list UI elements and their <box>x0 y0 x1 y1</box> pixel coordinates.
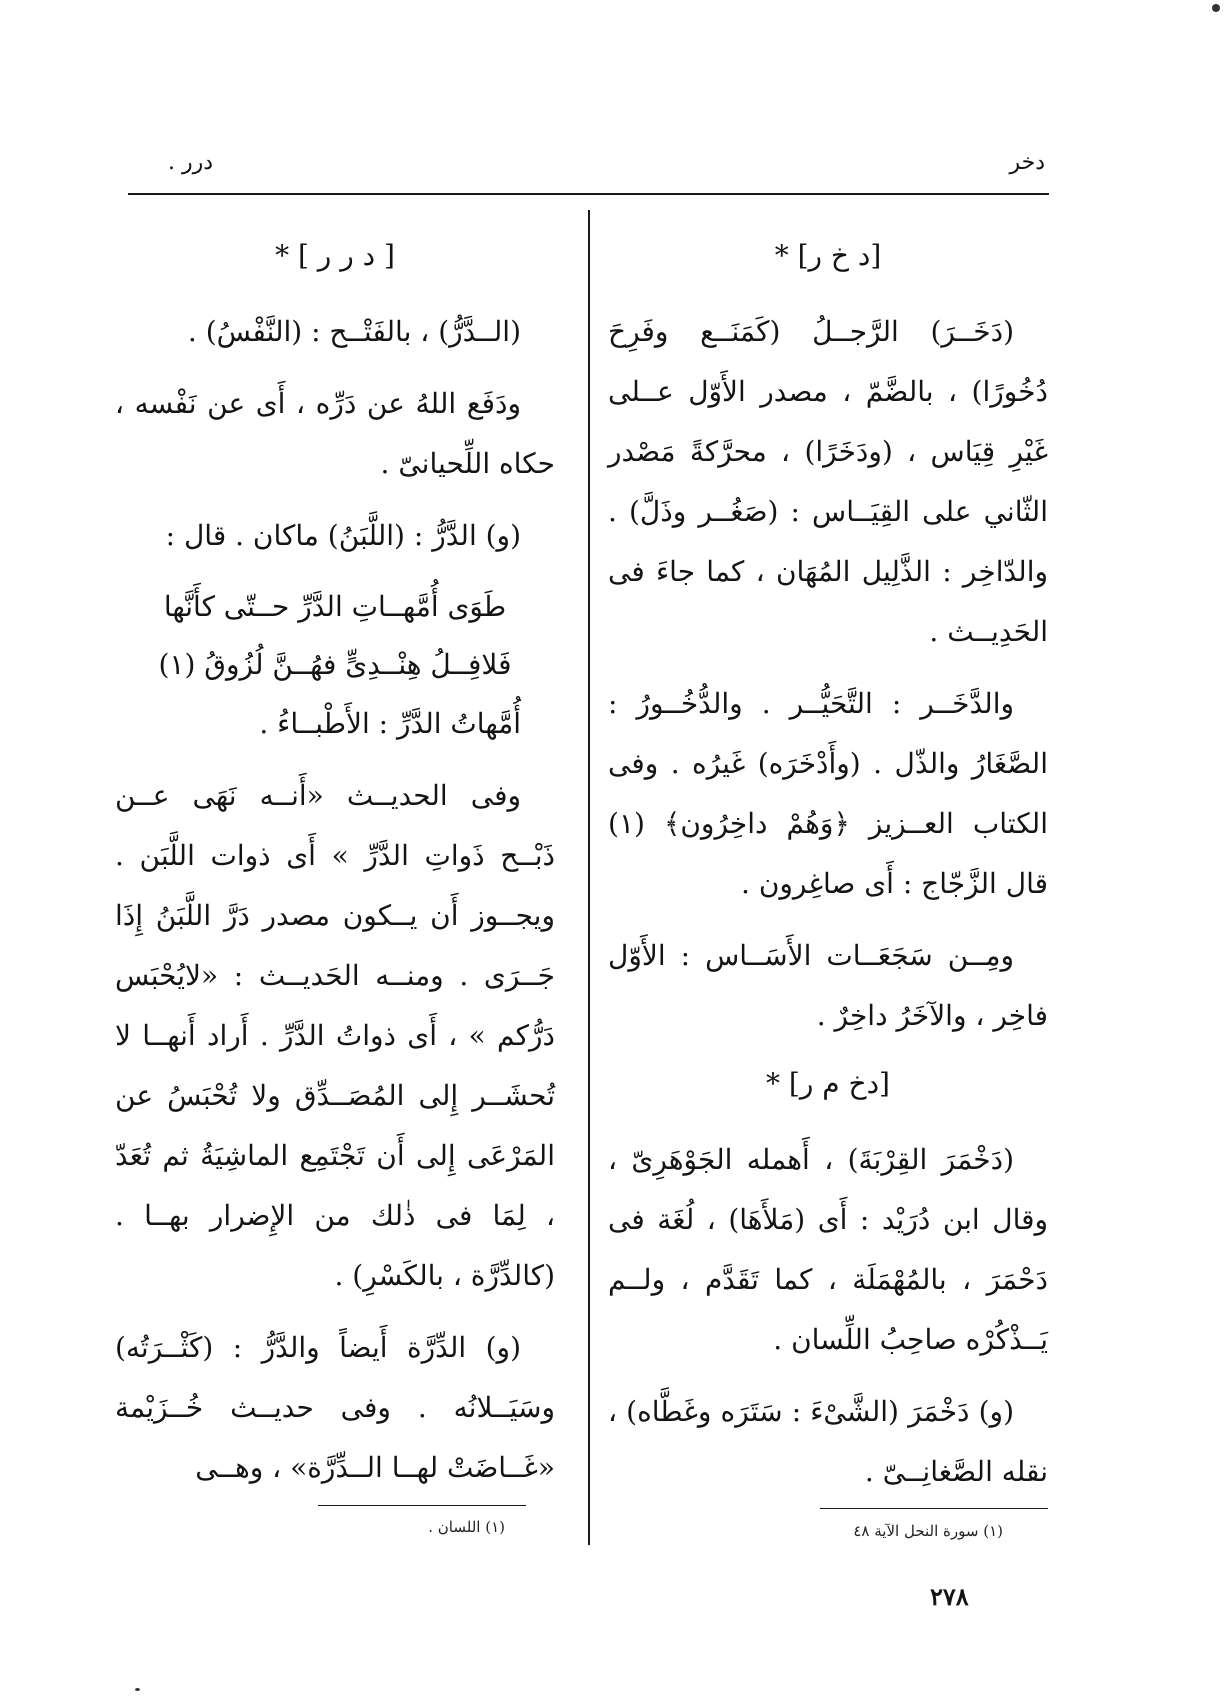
entry-paragraph: (دَخْمَرَ القِرْبَةَ) ، أَهمله الجَوْهَرِىّ ، وقال ابن دُرَيْد : أَى (مَلأَهَا) ، لُغَة فى دَحْمَرَ ، بالمُهْمَلَة ، كما تَقَدَّم ، ولــم يَــذْكُرْه صاحِبُ اللِّسان . <box>608 1143 1048 1356</box>
page-number: ٢٧٨ <box>930 1582 969 1611</box>
column-divider <box>588 210 590 1545</box>
entry-paragraph: أُمَّهاتُ الدَّرِّ : الأَطْبــاءُ . <box>259 707 521 740</box>
entry-paragraph: (دَخَــرَ) الرَّجــلُ (كَمَنَــع وفَرِحَ دُخُورًا) ، بالضَّمّ ، مصدر الأَوّل عــلى غَيْرِ قِيَاس ، (ودَخَرًا) ، محرَّكةً مَصْدر الثّاني على القِيَــاس : (صَغُــر وذَلَّ) . والدّاخِر : الذَّلِيل المُهَان ، كما جاءَ فى الحَدِيــث . <box>608 315 1048 648</box>
footnote-left: (١) اللسان . <box>428 1518 505 1536</box>
header-rule <box>128 193 1049 195</box>
scan-speck <box>1212 4 1220 12</box>
entry-paragraph: وفى الحديــث «أَنــه نَهَى عــن ذَبْــح ذَواتِ الدَّرِّ » أَى ذوات اللَّبَن . ويجــوز أَن يــكون مصدر دَرَّ اللَّبَنُ إِذَا جَــرَى . ومنــه الحَديــث : «لايُحْبَس دَرُّكم » ، أَى ذواتُ الدَّرِّ . أَراد أَنهــا لا تُحشَــر إِلى المُصَــدِّق ولا تُحْبَسُ عن المَرْعَى إِلى أَن تَجْتَمِع الماشِيَةُ ثم تُعَدّ ، لِمَا فى ذٰلك من الإِضرار بهــا . (كالدِّرَّة ، بالكَسْرِ) . <box>115 779 555 1292</box>
entry-paragraph: (الــدَّرُّ) ، بالفَتْــح : (النَّفْسُ) . <box>187 315 521 348</box>
running-head-left: درر . <box>168 150 214 175</box>
entry-paragraph: والدَّخَــر : التَّحَيُّــر . والدُّخُــورُ : الصَّغَارُ والذّل . (وأَدْخَرَه) غَيرُه . وفى الكتاب العــزيز ﴿وَهُمْ داخِرُون﴾ (١) قال الزَّجّاج : أَى صاغِرون . <box>608 687 1048 900</box>
entry-heading-dkhr: [د خ ر] * <box>774 239 882 272</box>
footnote-rule-right <box>820 1508 1048 1509</box>
scan-speck <box>135 1688 140 1691</box>
poem-verse <box>115 578 555 694</box>
right-column <box>608 222 1048 1514</box>
entry-paragraph: (و) الدَّرُّ : (اللَّبَنُ) ماكان . قال : <box>165 519 521 552</box>
entry-paragraph: ودَفَع اللهُ عن دَرِّه ، أَى عن نَفْسه ، حكاه اللِّحيانىّ . <box>115 387 555 480</box>
poem-line: طَوَى أُمَّهــاتِ الدَّرِّ حــتّى كأَنَّها <box>163 590 507 623</box>
poem-line: فَلافِــلُ هِنْــدِىٍّ فهُــنَّ لُزُوقُ (١) <box>158 648 512 681</box>
entry-heading-dkhmr: [دخ م ر] * <box>766 1067 890 1100</box>
running-head-right: دخر <box>1009 150 1045 175</box>
footnote-rule-left <box>318 1505 526 1506</box>
entry-paragraph: (و) الدِّرَّة أَيضاً والدَّرُّ : (كَثْــرَتُه) وسَيَــلانُه . وفى حديــث خُــزَيْمة «غَــاضَتْ لهــا الــدِّرَّة» ، وهــى <box>115 1331 555 1484</box>
entry-heading-drr: [ د ر ر ] * <box>275 239 395 272</box>
left-column <box>115 222 555 1510</box>
footnote-right: (١) سورة النحل الآية ٤٨ <box>853 1522 1003 1540</box>
entry-paragraph: ومِــن سَجَعَــات الأَسَــاس : الأَوّل فاخِر ، والآخَرُ داخِرٌ . <box>608 939 1048 1032</box>
entry-paragraph: (و) دَخْمَرَ (الشَّىْءَ : سَتَرَه وغَطَّاه) ، نقله الصَّغانِــىّ . <box>608 1395 1048 1488</box>
